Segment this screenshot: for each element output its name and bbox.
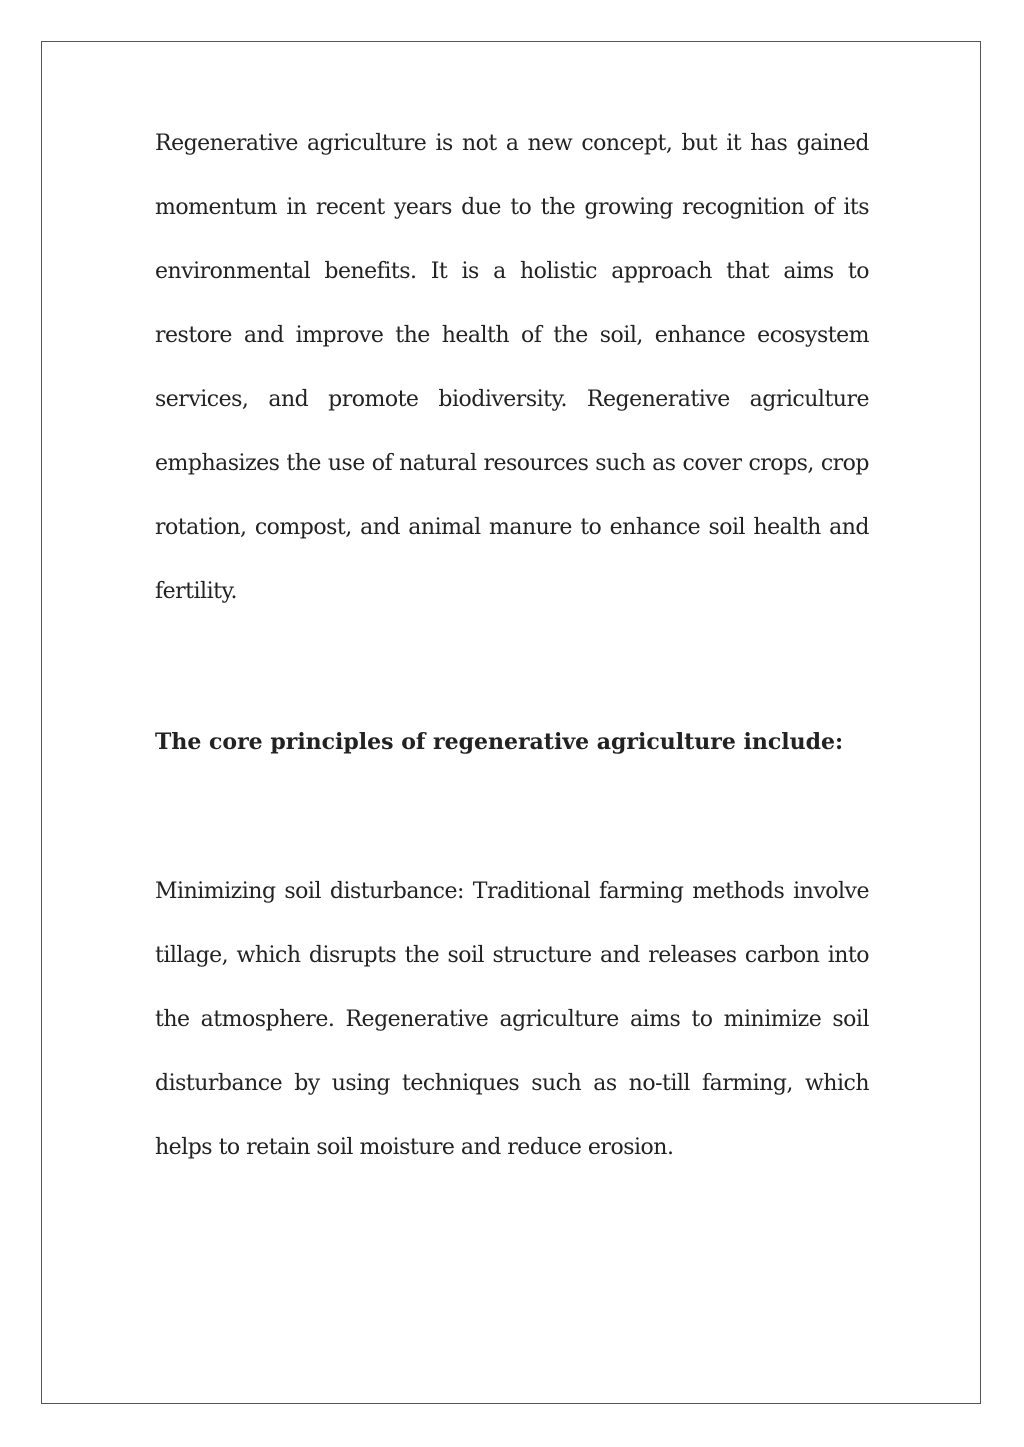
intro-paragraph: Regenerative agriculture is not a new concept, but it has gained momentum in recent years due to the growing recognition of its environmental benefits. It is a holistic approach that aims to restore and improve the health of the soil, enhance ecosystem services, and promote biodiversity. Regenerative agriculture emphasizes the use of natural resources such as cover crops, crop rotation, compost, and animal manure to enhance soil health and fertility. [155, 131, 869, 604]
principles-heading: The core principles of regenerative agriculture include: [155, 729, 844, 755]
principle-paragraph-minimizing-soil-disturbance: Minimizing soil disturbance: Traditional farming methods involve tillage, which disrupts the soil structure and releases carbon into the atmosphere. Regenerative agriculture aims to minimize soil disturbance by using techniques such as no-till farming, which helps to retain soil moisture and reduce erosion. [155, 879, 869, 1160]
document-body [155, 112, 869, 1180]
